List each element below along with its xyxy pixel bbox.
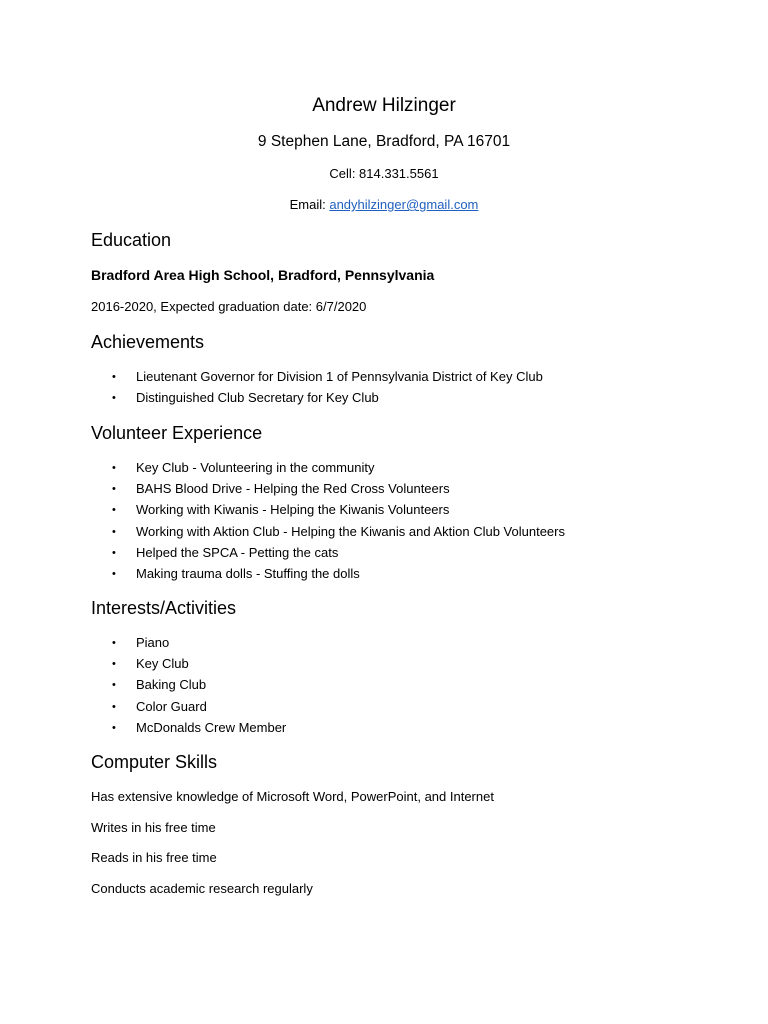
computer-skills-line: Has extensive knowledge of Microsoft Word, PowerPoint, and Internet bbox=[91, 789, 494, 804]
list-item-text: Piano bbox=[136, 635, 170, 650]
list-item-text: Lieutenant Governor for Division 1 of Pennsylvania District of Key Club bbox=[136, 369, 543, 384]
list-item-text: Distinguished Club Secretary for Key Club bbox=[136, 390, 379, 406]
computer-skills-line: Writes in his free time bbox=[91, 820, 216, 835]
achievements-heading: Achievements bbox=[91, 332, 205, 352]
resume-cell-phone: Cell: 814.331.5561 bbox=[329, 166, 439, 181]
bullet-icon: • bbox=[112, 721, 116, 734]
bullet-icon: • bbox=[112, 504, 116, 517]
computer-skills-line: Conducts academic research regularly bbox=[91, 881, 313, 896]
bullet-icon: • bbox=[112, 546, 116, 559]
list-item-text: McDonalds Crew Member bbox=[136, 719, 287, 735]
resume-email-line bbox=[0, 196, 768, 214]
list-item-text: Color Guard bbox=[136, 698, 207, 714]
education-heading: Education bbox=[91, 230, 172, 250]
computer-skills-heading: Computer Skills bbox=[91, 752, 218, 772]
bullet-icon: • bbox=[112, 525, 116, 538]
resume-address: 9 Stephen Lane, Bradford, PA 16701 bbox=[257, 133, 511, 150]
bullet-icon: • bbox=[112, 679, 116, 692]
education-school: Bradford Area High School, Bradford, Pennsylvania bbox=[91, 267, 435, 283]
list-item-text: Key Club - Volunteering in the community bbox=[136, 460, 375, 475]
email-label: Email: bbox=[289, 197, 330, 212]
bullet-icon: • bbox=[112, 371, 116, 383]
volunteer-heading: Volunteer Experience bbox=[91, 423, 263, 443]
bullet-icon: • bbox=[112, 700, 116, 713]
computer-skills-line: Reads in his free time bbox=[91, 850, 217, 865]
email-link[interactable]: andyhilzinger@gmail.com bbox=[329, 197, 479, 212]
bullet-icon: • bbox=[112, 462, 116, 474]
bullet-icon: • bbox=[112, 567, 116, 580]
bullet-icon: • bbox=[112, 658, 116, 671]
education-dates: 2016-2020, Expected graduation date: 6/7/2020 bbox=[91, 299, 367, 314]
bullet-icon: • bbox=[112, 483, 116, 496]
interests-heading: Interests/Activities bbox=[91, 598, 237, 618]
list-item-text: Key Club bbox=[136, 656, 189, 672]
resume-name: Andrew Hilzinger bbox=[312, 95, 456, 116]
bullet-icon: • bbox=[112, 637, 116, 649]
list-item-text: Helped the SPCA - Petting the cats bbox=[136, 544, 339, 560]
list-item-text: Baking Club bbox=[136, 677, 207, 693]
list-item-text: Working with Kiwanis - Helping the Kiwanis Volunteers bbox=[136, 502, 450, 518]
list-item-text: Making trauma dolls - Stuffing the dolls bbox=[136, 565, 360, 581]
list-item-text: BAHS Blood Drive - Helping the Red Cross Volunteers bbox=[136, 481, 450, 497]
list-item-text: Working with Aktion Club - Helping the Kiwanis and Aktion Club Volunteers bbox=[136, 523, 565, 539]
bullet-icon: • bbox=[112, 392, 116, 405]
